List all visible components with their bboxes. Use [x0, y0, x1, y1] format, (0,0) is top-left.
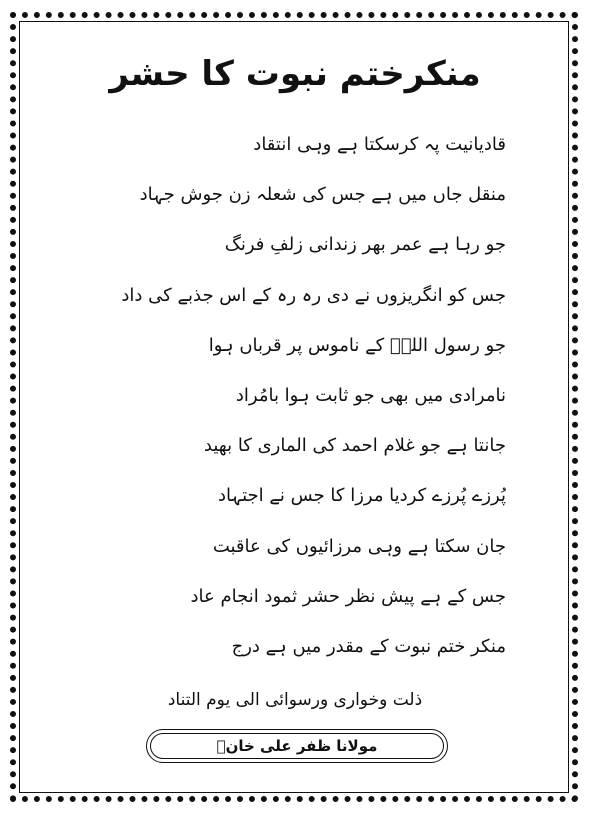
- poem-body: [86, 126, 506, 678]
- verse-line: پُرزے پُرزے کردیا مرزا کا جس نے اجتہاد: [218, 485, 506, 507]
- closing-line: ذلت وخواری ورسوائی الی یوم التناد: [167, 690, 423, 710]
- attribution-frame: [146, 729, 448, 763]
- verse-line: نامرادی میں بھی جو ثابت ہوا بامُراد: [235, 384, 506, 406]
- verse-line: منکر ختم نبوت کے مقدر میں ہے درج: [231, 635, 506, 657]
- verse-line: جو رسول اللہؐ کے ناموس پر قرباں ہوا: [208, 334, 506, 356]
- verse-line: قادیانیت پہ کرسکتا ہے وہی انتقاد: [253, 134, 506, 155]
- verse-line: جانتا ہے جو غلام احمد کی الماری کا بھید: [203, 435, 506, 457]
- verse-line: جس کے ہے پیش نظر حشر ثمود انجام عاد: [190, 585, 506, 607]
- verse-line: جس کو انگریزوں نے دی رہ رہ کے اس جذبے کی داد: [121, 284, 506, 306]
- author-name: مولانا ظفر علی خانؒ: [216, 737, 378, 755]
- verse-line: جو رہا ہے عمر بھر زندانی زلفِ فرنگ: [224, 234, 506, 256]
- poem-title: منکرختم نبوت کا حشر: [109, 54, 481, 94]
- verse-line: جان سکتا ہے وہی مرزائیوں کی عاقبت: [212, 535, 506, 557]
- verse-line: منقل جاں میں ہے جس کی شعلہ زن جوش جہاد: [139, 184, 506, 206]
